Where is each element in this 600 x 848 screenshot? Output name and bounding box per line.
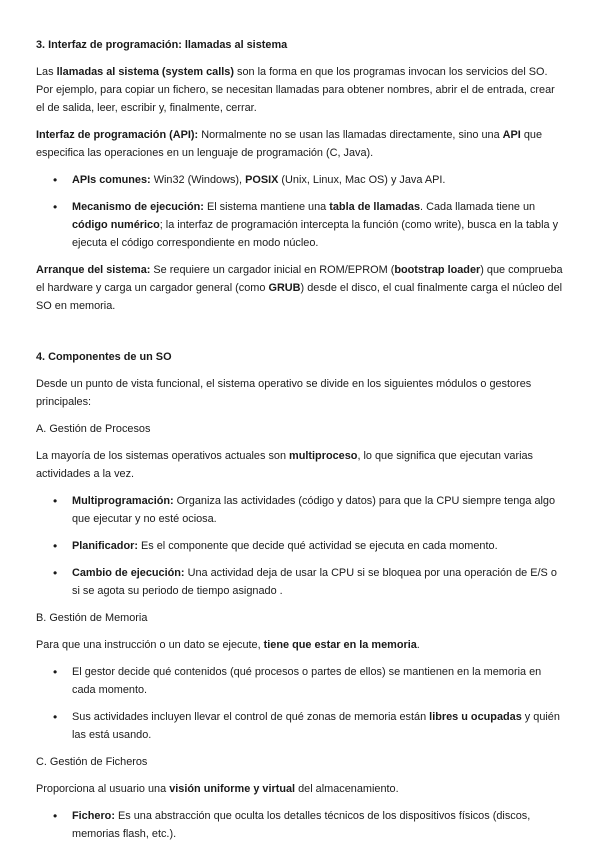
processes-bullet-list (36, 492, 566, 600)
processes-paragraph (36, 447, 566, 483)
bold-run: POSIX (245, 174, 279, 186)
subsection-a-title: A. Gestión de Procesos (36, 423, 151, 435)
text-run: (Unix, Linux, Mac OS) y Java API. (278, 174, 446, 186)
bold-run: Interfaz de programación (API): (36, 129, 199, 141)
bold-run: tiene que estar en la memoria (263, 639, 417, 651)
bullet-multiprogramacion (36, 492, 566, 528)
text-run: del almacenamiento. (295, 783, 399, 795)
text-run: Las (36, 66, 57, 78)
text-run: , lo que significa que ejecutan varias actividades a la vez. (36, 450, 534, 480)
text-run: Normalmente no se usan las llamadas directamente, sino una (198, 129, 503, 141)
text-run: Para que una instrucción o un dato se ejecute, (36, 639, 264, 651)
memory-bullet-list (36, 663, 566, 744)
text-run: ; la interfaz de programación intercepta la función (como write), busca en la tabla y ejecuta el código correspondiente en modo núcleo. (72, 219, 559, 249)
bold-run: multiproceso (289, 450, 358, 462)
bold-run: llamadas al sistema (system calls) (56, 66, 234, 78)
files-bullet-list (36, 807, 566, 843)
subsection-c-title: C. Gestión de Ficheros (36, 756, 148, 768)
bold-run: libres u ocupadas (429, 711, 522, 723)
text-run: . Cada llamada tiene un (420, 201, 536, 213)
text-run: que especifica las operaciones en un lenguaje de programación (C, Java). (36, 129, 543, 159)
api-paragraph (36, 126, 566, 162)
bold-run: Cambio de ejecución: (72, 567, 185, 579)
bold-run: código numérico (72, 219, 160, 231)
system-calls-paragraph (36, 63, 566, 117)
section-3-heading: 3. Interfaz de programación: llamadas al sistema (36, 39, 288, 51)
files-paragraph (36, 780, 566, 798)
bullet-apis-comunes (36, 171, 566, 189)
bold-run: Planificador: (72, 540, 138, 552)
bullet-fichero (36, 807, 566, 843)
text-run: ) que comprueba el hardware y carga un cargador general (como (36, 264, 563, 294)
text-run: La mayoría de los sistemas operativos actuales son (36, 450, 290, 462)
text-run: Sus actividades incluyen llevar el control de qué zonas de memoria están (72, 711, 430, 723)
document-page (36, 36, 566, 843)
text-run: Proporciona al usuario una (36, 783, 170, 795)
bold-run: tabla de llamadas (329, 201, 421, 213)
boot-paragraph (36, 261, 566, 315)
bullet-mecanismo-ejecucion (36, 198, 566, 252)
text-run: Una actividad deja de usar la CPU si se bloquea por una operación de E/S o si se agota su periodo de tiempo asignado . (72, 567, 557, 597)
components-intro: Desde un punto de vista funcional, el sistema operativo se divide en los siguientes módulos o gestores principales: (36, 378, 532, 408)
text-run: Organiza las actividades (código y datos) para que la CPU siempre tenga algo que ejecutar y no esté ociosa. (72, 495, 556, 525)
subsection-b-title: B. Gestión de Memoria (36, 612, 148, 624)
bullet-planificador (36, 537, 566, 555)
bold-run: bootstrap loader (394, 264, 481, 276)
bold-run: API (502, 129, 521, 141)
bold-run: APIs comunes: (72, 174, 151, 186)
bold-run: Arranque del sistema: (36, 264, 151, 276)
bullet-cambio-ejecucion (36, 564, 566, 600)
bold-run: GRUB (268, 282, 301, 294)
bullet-actividades-memoria (36, 708, 566, 744)
text-run: Es una abstracción que oculta los detalles técnicos de los dispositivos físicos (discos, memorias flash, etc.). (72, 810, 531, 840)
bold-run: Fichero: (72, 810, 115, 822)
text-run: y quién las está usando. (72, 711, 560, 741)
text-run: El sistema mantiene una (203, 201, 330, 213)
section-4-heading: 4. Componentes de un SO (36, 351, 172, 363)
bold-run: Multiprogramación: (72, 495, 174, 507)
text-run: . (416, 639, 420, 651)
text-run: Es el componente que decide qué actividad se ejecuta en cada momento. (137, 540, 498, 552)
text-run: Se requiere un cargador inicial en ROM/EPROM ( (150, 264, 395, 276)
bold-run: visión uniforme y virtual (169, 783, 296, 795)
bold-run: Mecanismo de ejecución: (72, 201, 204, 213)
api-bullet-list (36, 171, 566, 252)
memory-paragraph (36, 636, 566, 654)
bullet-gestor-memoria: • El gestor decide qué contenidos (qué procesos o partes de ellos) se mantienen en la memoria en cada momento. (36, 663, 566, 699)
text-run: son la forma en que los programas invocan los servicios del SO. Por ejemplo, para copiar un fichero, se necesitan llamadas para obtener nombres, abrir el de entrada, crear el de salida, leer, escribir y, finalmente, cerrar. (36, 66, 555, 114)
text-run: Win32 (Windows), (150, 174, 246, 186)
text-run: ) desde el disco, el cual finalmente carga el núcleo del SO en memoria. (36, 282, 563, 312)
